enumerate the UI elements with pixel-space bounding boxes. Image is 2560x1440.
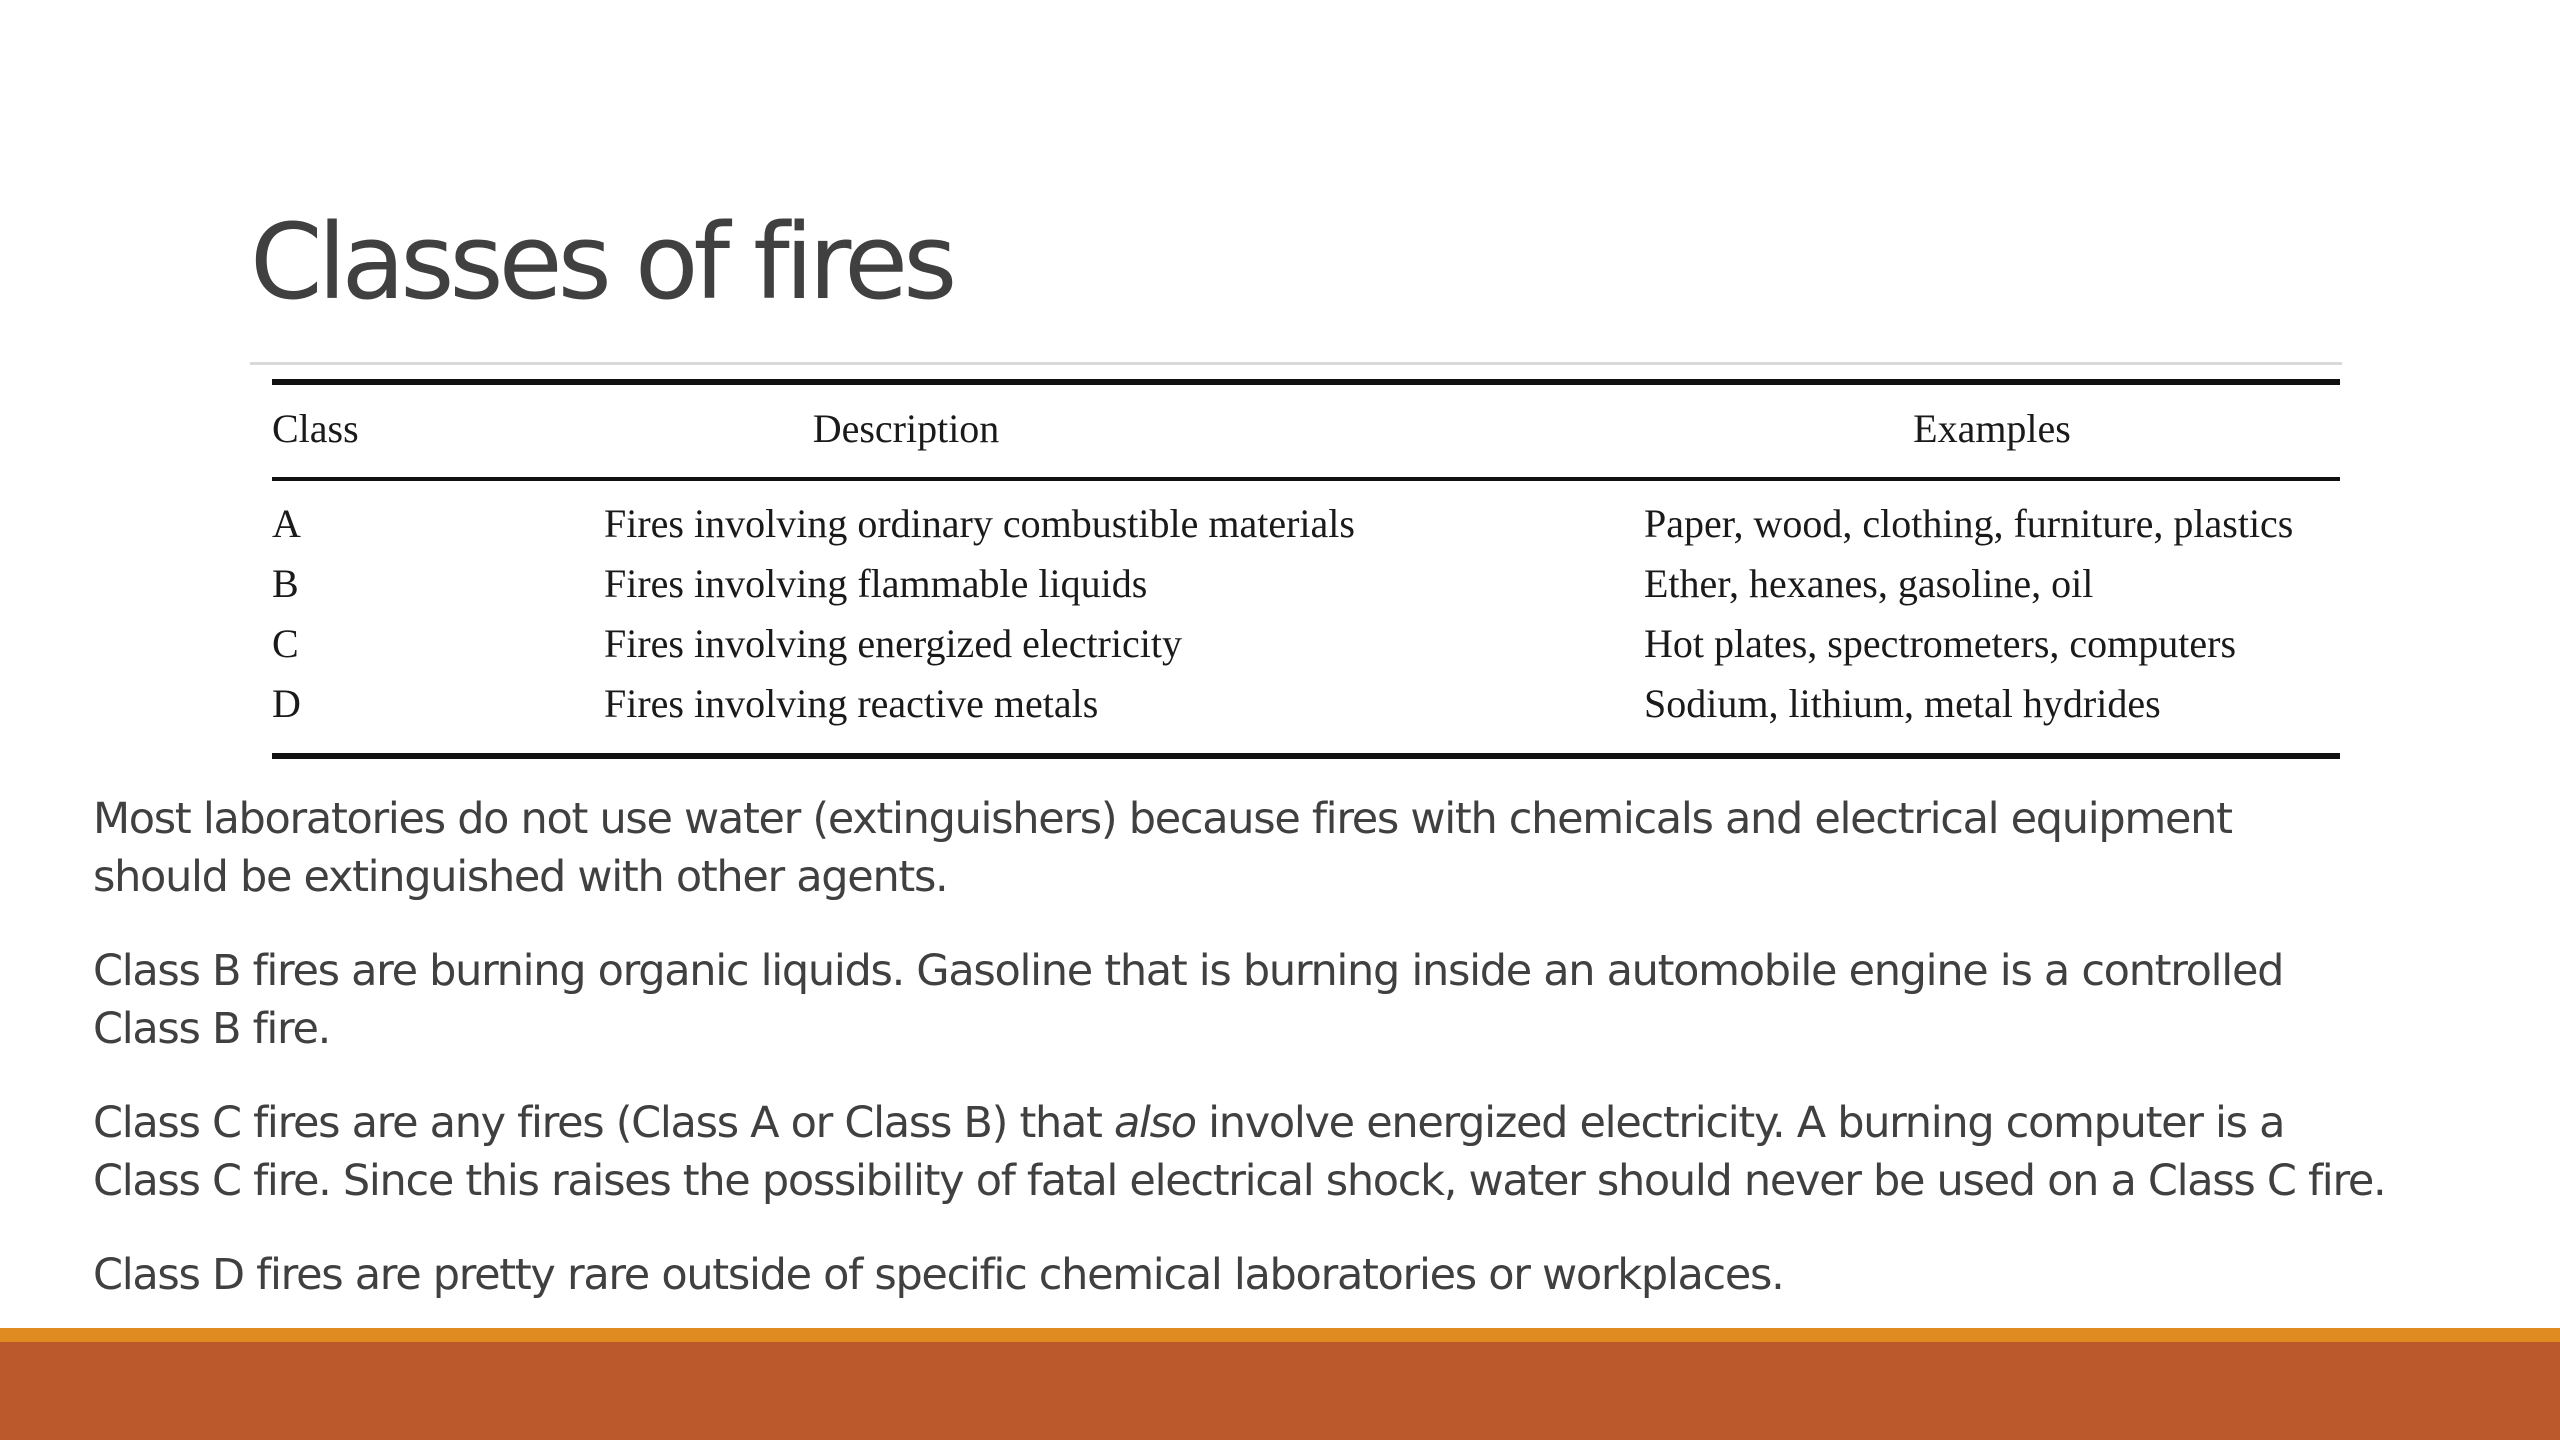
table-header-rule xyxy=(272,477,2340,481)
header-description: Description xyxy=(812,406,1000,451)
slide-body xyxy=(93,790,2553,1340)
header-examples: Examples xyxy=(1913,406,2071,451)
header-class: Class xyxy=(272,406,359,451)
text-segment: involve energized electricity. A burning computer is a xyxy=(1195,1098,2285,1148)
row-a-examples: Paper, wood, clothing, furniture, plastics xyxy=(1644,501,2294,546)
emphasis-also: also xyxy=(1113,1098,1196,1148)
paragraph-line: Most laboratories do not use water (extinguishers) because fires with chemicals and electrical equipment xyxy=(93,794,2232,844)
title-underline xyxy=(250,362,2342,365)
row-b-class: B xyxy=(272,561,299,606)
table-top-rule xyxy=(272,379,2340,385)
row-d-examples: Sodium, lithium, metal hydrides xyxy=(1644,681,2161,726)
paragraph-line: Class B fires are burning organic liquids. Gasoline that is burning inside an automobile engine is a controlled xyxy=(93,946,2284,996)
row-c-class: C xyxy=(272,621,299,666)
row-c-description: Fires involving energized electricity xyxy=(604,621,1182,666)
footer-bar xyxy=(0,1342,2560,1440)
paragraph-class-c xyxy=(93,1094,2553,1210)
row-b-examples: Ether, hexanes, gasoline, oil xyxy=(1644,561,2094,606)
table-bottom-rule xyxy=(272,753,2340,759)
row-a-description: Fires involving ordinary combustible materials xyxy=(604,501,1355,546)
row-c-examples: Hot plates, spectrometers, computers xyxy=(1644,621,2237,666)
row-d-description: Fires involving reactive metals xyxy=(604,681,1099,726)
paragraph-class-b xyxy=(93,942,2553,1058)
row-b-description: Fires involving flammable liquids xyxy=(604,561,1148,606)
text-segment: Class C fires are any fires (Class A or Class B) that xyxy=(93,1098,1114,1148)
paragraph-line: Class C fire. Since this raises the possibility of fatal electrical shock, water should never be used on a Class C fire. xyxy=(93,1156,2386,1206)
fire-classes-table xyxy=(272,379,2340,761)
paragraph-line: Class D fires are pretty rare outside of specific chemical laboratories or workplaces. xyxy=(93,1250,1784,1300)
row-a-class: A xyxy=(272,501,301,546)
row-d-class: D xyxy=(272,681,301,726)
paragraph-line: should be extinguished with other agents. xyxy=(93,852,948,902)
paragraph-class-d xyxy=(93,1246,2553,1304)
paragraph-water-extinguishers xyxy=(93,790,2553,906)
paragraph-line: Class B fire. xyxy=(93,1004,331,1054)
footer-accent-stripe xyxy=(0,1328,2560,1342)
slide-title: Classes of fires xyxy=(250,201,953,323)
paragraph-line xyxy=(93,1094,2553,1152)
